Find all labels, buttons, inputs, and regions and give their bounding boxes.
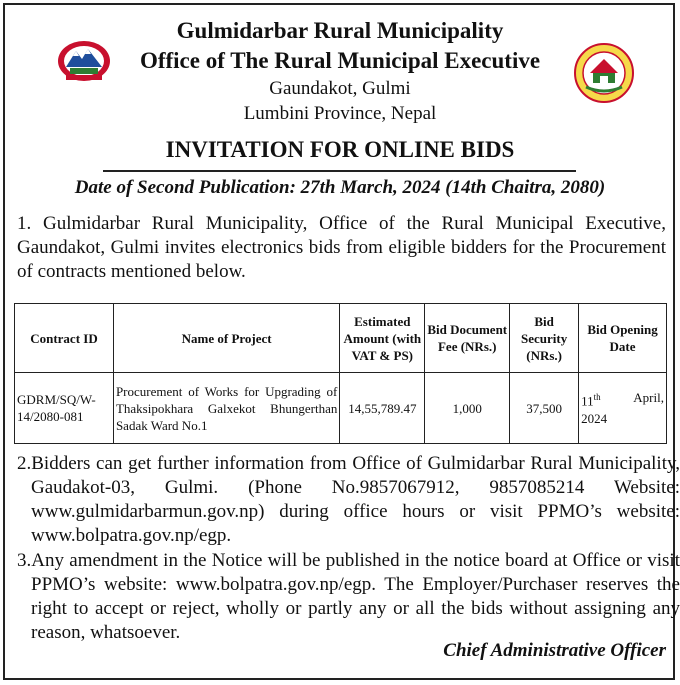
address-line-2: Lumbini Province, Nepal	[243, 103, 437, 124]
notice-title: INVITATION FOR ONLINE BIDS	[165, 137, 515, 162]
paragraph-1: 1. Gulmidarbar Rural Municipality, Office of the Rural Municipal Executive, Gaundakot, Gulmi invites electronics bids from eligible bidders for the Procurement of contracts mentioned below.	[17, 213, 666, 282]
opening-day-suffix: th	[593, 392, 601, 403]
cell-security: 37,500	[510, 373, 579, 444]
cell-amount: 14,55,789.47	[340, 373, 425, 444]
header-fee: Bid Document Fee (NRs.)	[425, 304, 510, 373]
title-underline	[103, 170, 576, 172]
cell-project: Procurement of Works for Upgrading of Thaksipokhara Galxekot Bhungerthan Sadak Ward No.1	[113, 373, 339, 444]
contracts-table	[14, 303, 667, 444]
paragraph-3: 3.Any amendment in the Notice will be published in the notice board at Office or visit PPMO’s website: www.bolpatra.gov.np/egp. The Employer/Purchaser reserves the right to accept or reject, wholly or partly any or all the bids without assigning any reason, whatsoever.	[17, 550, 680, 643]
publication-date: Date of Second Publication: 27th March, 2024 (14th Chaitra, 2080)	[74, 177, 606, 198]
cell-contract-id: GDRM/SQ/W-14/2080-081	[15, 373, 114, 444]
address-line-1: Gaundakot, Gulmi	[269, 78, 411, 99]
paragraph-2: 2.Bidders can get further information from Office of Gulmidarbar Rural Municipality, Gaudakot-03, Gulmi. (Phone No.9857067912, 9857085214 Website: www.gulmidarbarmun.gov.np) during office hours or visit PPMO’s website: www.bolpatra.gov.np/egp.	[17, 453, 680, 546]
municipality-name: Gulmidarbar Rural Municipality	[176, 18, 504, 43]
opening-day: 11	[581, 393, 594, 409]
signatory: Chief Administrative Officer	[443, 640, 666, 661]
header-opening-date: Bid Opening Date	[579, 304, 667, 373]
office-name: Office of The Rural Municipal Executive	[139, 48, 541, 73]
cell-fee: 1,000	[425, 373, 510, 444]
table-row	[15, 373, 667, 444]
cell-opening-date	[579, 373, 667, 444]
opening-month: April,	[633, 390, 664, 406]
header-project: Name of Project	[113, 304, 339, 373]
table-header-row	[15, 304, 667, 373]
opening-year: 2024	[581, 410, 608, 426]
header-security: Bid Security (NRs.)	[510, 304, 579, 373]
header-amount: Estimated Amount (with VAT & PS)	[340, 304, 425, 373]
header-contract-id: Contract ID	[15, 304, 114, 373]
